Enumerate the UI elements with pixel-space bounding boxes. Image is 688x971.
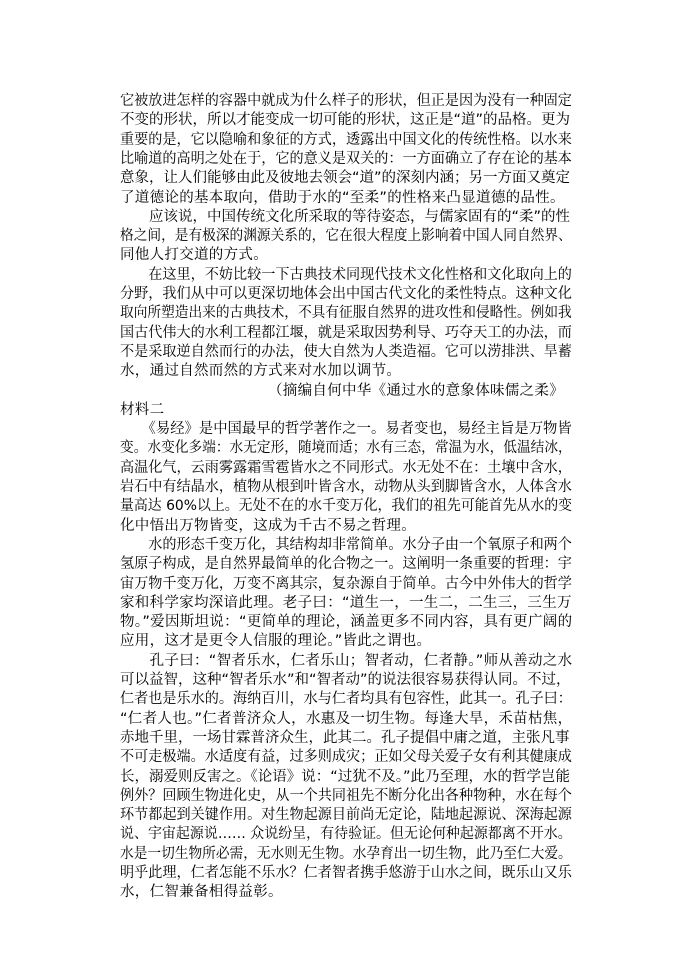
text-line: 分野，我们从中可以更深切地体会出中国古代文化的柔性特点。这种文化 bbox=[120, 286, 572, 302]
text-line: （摘编自何中华《通过水的意象体味儒之柔》 bbox=[268, 382, 564, 399]
text-line: 水，仁智兼备相得益彰。 bbox=[120, 884, 283, 901]
text-line: 变。水变化多端：水无定形，随境而适；水有三态，常温为水，低温结冰， bbox=[120, 440, 572, 457]
text-line: 岩石中有结晶水，植物从根到叶皆含水，动物从头到脚皆含水，人体含水 bbox=[120, 479, 572, 495]
text-line: 说、宇宙起源说…… 众说纷呈，有待验证。但无论何种起源都离不开水。 bbox=[120, 826, 572, 843]
text-line: 水是一切生物所必需，无水则无生物。水孕育出一切生物，此乃至仁大爱。 bbox=[120, 845, 572, 862]
text-line: 它被放进怎样的容器中就成为什么样子的形状，但正是因为没有一种固定 bbox=[120, 93, 572, 109]
text-line: 比喻道的高明之处在于，它的意义是双关的：一方面确立了存在论的基本 bbox=[120, 150, 572, 167]
text-line: 例外？回顾生物进化史，从一个共同祖先不断分化出各种物种，水在每个 bbox=[120, 787, 572, 804]
text-line: 家和科学家均深谙此理。老子曰：“道生一，一生二，二生三，三生万 bbox=[120, 594, 572, 611]
text-line: 明乎此理，仁者怎能不乐水？仁者智者携手悠游于山水之间，既乐山又乐 bbox=[120, 865, 572, 881]
text-line: 格之间，是有极深的渊源关系的，它在很大程度上影响着中国人同自然界、 bbox=[120, 228, 572, 245]
text-line: 不变的形状，所以才能变成一切可能的形状，这正是“道”的品格。更为 bbox=[120, 112, 571, 129]
text-line: 不可走极端。水适度有益，过多则成灾；正如父母关爱子女有利其健康成 bbox=[120, 749, 572, 766]
text-line: 《易经》是中国最早的哲学著作之一。易者变也，易经主旨是万物皆 bbox=[120, 421, 572, 438]
text-line: 水，通过自然而然的方式来对水加以调节。 bbox=[120, 363, 402, 380]
text-line: 不是采取逆自然而行的办法，使大自然为人类造福。它可以涝排洪、旱蓄 bbox=[120, 343, 572, 360]
text-line: 宙万物千变万化，万变不离其宗，复杂源自于简单。古今中外伟大的哲学 bbox=[120, 575, 572, 592]
text-line: 取向所塑造出来的古典技术，不具有征服自然界的进攻性和侵略性。例如我 bbox=[120, 305, 572, 322]
text-line: 意象，让人们能够由此及彼地去领会“道”的深刻内涵；另一方面又奠定 bbox=[120, 170, 571, 187]
text-line: 化中悟出万物皆变，这成为千古不易之哲理。 bbox=[120, 517, 416, 534]
text-line: 应该说，中国传统文化所采取的等待姿态，与儒家固有的“柔”的性 bbox=[120, 208, 571, 225]
text-line: 同他人打交道的方式。 bbox=[120, 247, 268, 264]
text-line: 物。”爱因斯坦说：“更简单的理论，涵盖更多不同内容，具有更广阔的 bbox=[120, 614, 573, 631]
text-line: 材料二 bbox=[120, 401, 165, 418]
text-line: 赤地千里，一场甘霖普济众生，此其二。孔子提倡中庸之道，主张凡事 bbox=[120, 729, 570, 746]
text-line: 高温化气，云雨雾露霜雪雹皆水之不同形式。水无处不在：土壤中含水， bbox=[120, 459, 572, 476]
text-line: 可以益智，这种“智者乐水”和“智者动”的说法很容易获得认同。不过， bbox=[120, 672, 571, 688]
text-line: 应用，这才是更令人信服的理论。”皆此之谓也。 bbox=[120, 633, 432, 650]
text-line: 孔子曰：“智者乐水，仁者乐山；智者动，仁者静。”师从善动之水 bbox=[120, 652, 573, 669]
text-line: “仁者人也。”仁者普济众人，水惠及一切生物。每逢大旱，禾苗枯焦， bbox=[120, 710, 573, 727]
text-line: 重要的是，它以隐喻和象征的方式，透露出中国文化的传统性格。以水来 bbox=[120, 131, 572, 148]
text-line: 长，溺爱则反害之。《论语》说：“过犹不及。”此乃至理，水的哲学岂能 bbox=[120, 768, 571, 785]
text-line: 环节都起到关键作用。对生物起源目前尚无定论，陆地起源说、深海起源 bbox=[120, 807, 572, 824]
text-line: 水的形态千变万化，其结构却非常简单。水分子由一个氧原子和两个 bbox=[120, 536, 572, 553]
text-line: 国古代伟大的水利工程都江堰，就是采取因势利导、巧夺天工的办法，而 bbox=[120, 324, 572, 341]
text-line: 仁者也是乐水的。海纳百川，水与仁者均具有包容性，此其一。孔子曰： bbox=[120, 691, 572, 708]
text-line: 氢原子构成，是自然界最简单的化合物之一。这阐明一条重要的哲理：宇 bbox=[120, 556, 572, 573]
text-line: 在这里，不妨比较一下古典技术同现代技术文化性格和文化取向上的 bbox=[120, 266, 572, 283]
text-line: 了道德论的基本取向，借助于水的“至柔”的性格来凸显道德的品性。 bbox=[120, 189, 565, 206]
text-line: 量高达 60%以上。无处不在的水千变万化，我们的祖先可能首先从水的变 bbox=[120, 498, 573, 515]
